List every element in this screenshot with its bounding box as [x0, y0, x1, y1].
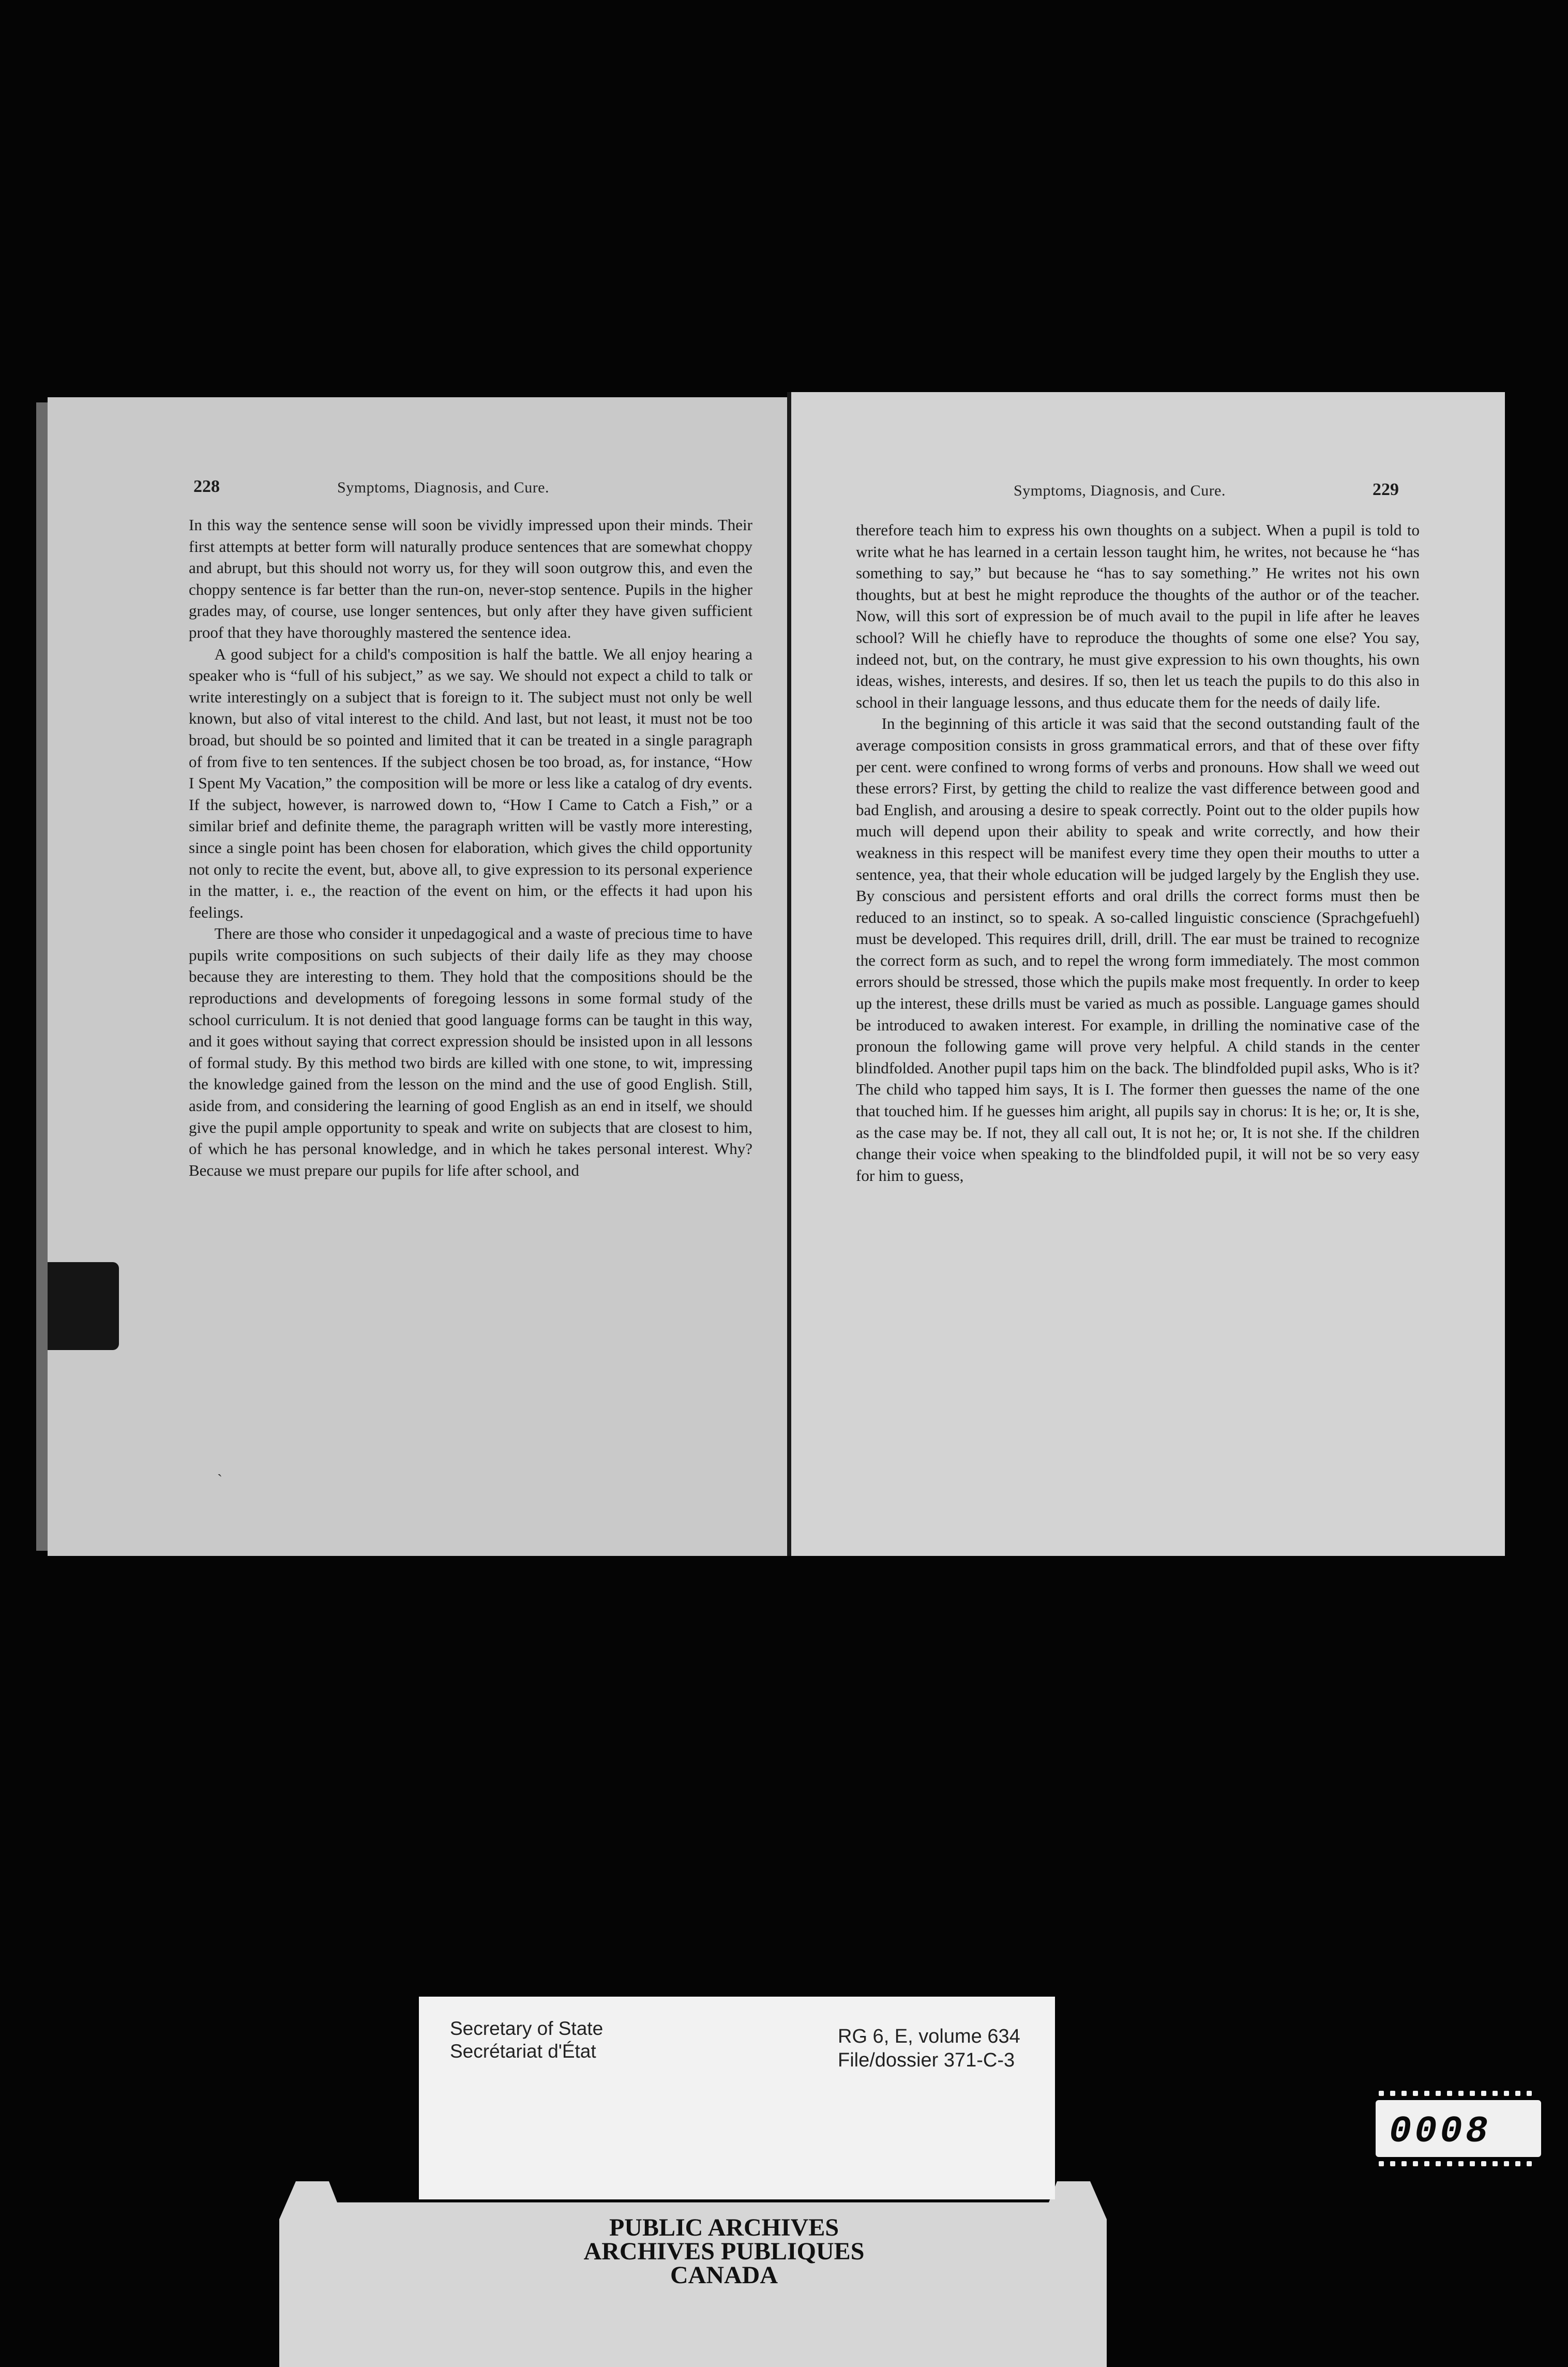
archives-stamp [517, 2216, 931, 2287]
agency-french: Secrétariat d'État [450, 2041, 596, 2062]
running-header-left: Symptoms, Diagnosis, and Cure. [337, 479, 549, 496]
stamp-line-3: CANADA [670, 2261, 778, 2289]
book-edge [36, 402, 49, 1551]
book-spread [48, 392, 1503, 1556]
record-group: RG 6, E, volume 634 [838, 2026, 1020, 2047]
reference-block [838, 2025, 1020, 2072]
binder-tab [48, 1262, 119, 1350]
paragraph: A good subject for a child's composition is half the battle. We all enjoy hearing a speaker who is “full of his subject,” as we say. We should not expect a child to talk or write interestingly on a subject that is foreign to it. The subject must not only be well known, but also of vital interest to the child. And last, but not least, it must not be too broad, but should be so pointed and limited that it can be treated in a single paragraph of from five to ten sentences. If the subject chosen be too broad, as, for instance, “How I Spent My Vacation,” the composition will be more or less like a catalog of dry events. If the subject, however, is narrowed down to, “How I Came to Catch a Fish,” or a similar brief and definite theme, the paragraph written will be vastly more interesting, since a single point has been chosen for elaboration, which gives the child opportunity not only to recite the event, but, above all, to give expression to its personal experience in the matter, i. e., the reaction of the event on him, or the effects it had upon his feelings. [189, 645, 752, 921]
agency-block [450, 2017, 603, 2063]
stray-mark: ˎ [217, 1460, 222, 1477]
paragraph: In the beginning of this article it was said that the second outstanding fault of the average composition consists in gross grammatical errors, and that of these over fifty per cent. were confined to wrong forms of verbs and pronouns. How shall we weed out these errors? First, by getting the child to realize the vast difference between good and bad English, and arousing a desire to speak correctly. Point out to the older pupils how much will depend upon their ability to speak and write correctly, and how their weakness in this respect will be manifest every time they open their mouths to utter a sentence, yea, that their whole education will be judged largely by the English they use. By conscious and persistent efforts and oral drills the correct forms must then be reduced to an instinct, so to speak. A so-called linguistic conscience (Sprachgefuehl) must be developed. This requires drill, drill, drill. The ear must be trained to recognize the correct form as such, and to repel the wrong form immediately. The most common errors should be stressed, those which the pupils make most frequently. In order to keep up the interest, these drills must be varied as much as possible. Language games should be introduced to awaken interest. For example, in drilling the nominative case of the pronoun the following game will prove very helpful. A child stands in the center blindfolded. Another pupil taps him on the back. The blindfolded pupil asks, Who is it? The child who tapped him says, It is I. The former then guesses the name of the one that touched him. If he guesses him aright, all pupils say in chorus: It is he; or, It is she, as the case may be. If not, they all call out, It is not he; or, It is not she. If the children change their voice when speaking to the blindfolded pupil, it will not be so very easy for him to guess, [856, 714, 1420, 1185]
page-number-right: 229 [1373, 480, 1399, 499]
archive-reference-card [419, 1997, 1055, 2199]
frame-counter [1376, 2090, 1541, 2167]
paragraph: There are those who consider it unpedagogical and a waste of precious time to have pupils write compositions on such subjects of their daily life as they may choose because they are interesting to them. They hold that the compositions should be the reproductions and developments of foregoing lessons in some formal study of the school curriculum. It is not denied that good language forms can be taught in this way, and it goes without saying that correct expression should be insisted upon in all lessons of formal study. By this method two birds are killed with one stone, to wit, impressing the knowledge gained from the lesson on the mind and the use of good English. Still, aside from, and considering the learning of good English as an end in itself, we should give the pupil ample opportunity to speak and write on subjects that are closest to him, of which he has personal knowledge, and in which he takes personal interest. Why? Because we must prepare our pupils for life after school, and [189, 924, 752, 1179]
paragraph: therefore teach him to express his own thoughts on a subject. When a pupil is told to write what he has learned in a certain lesson taught him, he writes, not because he “has something to say,” but because he “has to say something.” He writes not his own thoughts, but at best he might reproduce the thoughts of the author or of the teacher. Now, will this sort of expression be of much avail to the pupil in life after he leaves school? Will he chiefly have to reproduce the thoughts of some one else? You say, indeed not, but, on the contrary, he must give expression to his own thoughts, his own ideas, wishes, interests, and desires. If so, then let us teach the pupils to do this also in school in their language lessons, and thus educate them for the needs of daily life. [856, 521, 1420, 711]
stamp-line-1: PUBLIC ARCHIVES [609, 2214, 839, 2241]
stamp-line-2: ARCHIVES PUBLIQUES [583, 2238, 865, 2265]
right-page [791, 392, 1505, 1556]
film-perforation [1376, 2160, 1541, 2167]
film-perforation [1376, 2090, 1541, 2097]
frame-number: 0008 [1389, 2110, 1491, 2153]
file-number: File/dossier 371-C-3 [838, 2049, 1015, 2071]
page-number-left: 228 [193, 477, 220, 496]
left-page-text [189, 514, 752, 1181]
agency-english: Secretary of State [450, 2018, 604, 2039]
running-header-right: Symptoms, Diagnosis, and Cure. [1014, 482, 1226, 499]
right-page-text [856, 519, 1420, 1186]
left-page [48, 397, 788, 1556]
paragraph: In this way the sentence sense will soon be vividly impressed upon their minds. Their first attempts at better form will naturally produce sentences that are somewhat choppy and abrupt, but this should not worry us, for they will soon outgrow this, and even the choppy sentence is far better than the run-on, never-stop sentence. Pupils in the higher grades may, of course, use longer sentences, but only after they have given sufficient proof that they have thoroughly mastered the sentence idea. [189, 516, 752, 641]
